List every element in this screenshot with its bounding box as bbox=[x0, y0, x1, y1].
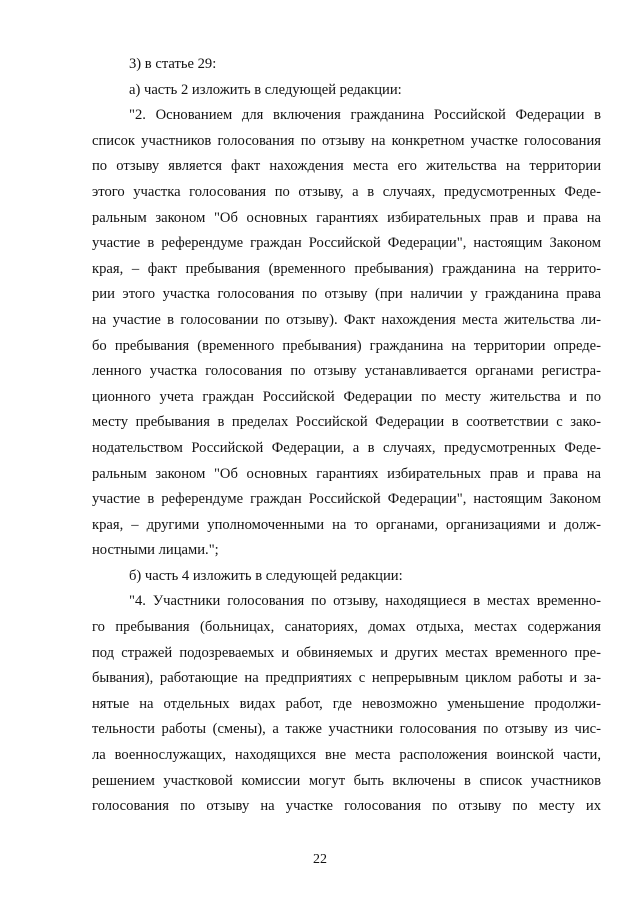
text-line: 3) в статье 29: bbox=[129, 56, 217, 72]
text-line: ционного учета граждан Российской Федерации по месту жительства и по bbox=[92, 388, 601, 405]
text-line: б) часть 4 изложить в следующей редакции: bbox=[129, 567, 403, 584]
text-line: ла военнослужащих, находящихся вне места расположения воинской части, bbox=[92, 747, 601, 764]
text-line: нодательством Российской Федерации, а в случаях, предусмотренных Феде- bbox=[92, 439, 601, 456]
text-line: на участие в голосовании по отзыву). Факт нахождения места жительства ли- bbox=[92, 311, 601, 328]
text-line: а) часть 2 изложить в следующей редакции: bbox=[129, 81, 402, 98]
text-line: под стражей подозреваемых и обвиняемых и других местах временного пре- bbox=[92, 644, 601, 661]
text-line: список участников голосования по отзыву на конкретном участке голосования bbox=[92, 132, 601, 149]
text-line: ральным законом "Об основных гарантиях избирательных прав и права на bbox=[92, 465, 601, 482]
text-line: ральным законом "Об основных гарантиях избирательных прав и права на bbox=[92, 209, 601, 226]
text-line: нятые на отдельных видах работ, где невозможно уменьшение продолжи- bbox=[92, 695, 601, 712]
text-line: бо пребывания (временного пребывания) гражданина на территории опреде- bbox=[92, 337, 601, 354]
text-line: голосования по отзыву на участке голосования по отзыву по месту их bbox=[92, 798, 601, 815]
text-line: решением участковой комиссии могут быть включены в список участников bbox=[92, 772, 601, 789]
text-line: "4. Участники голосования по отзыву, находящиеся в местах временно- bbox=[129, 593, 601, 610]
text-line: го пребывания (больницах, санаториях, домах отдыха, местах содержания bbox=[92, 619, 601, 636]
text-line: ленного участка голосования по отзыву устанавливается органами регистра- bbox=[92, 363, 601, 380]
text-line: участие в референдуме граждан Российской Федерации", настоящим Законом bbox=[92, 491, 601, 508]
text-line: по отзыву является факт нахождения места его жительства на территории bbox=[92, 158, 601, 175]
text-line: рии этого участка голосования по отзыву (при наличии у гражданина права bbox=[92, 286, 601, 303]
document-body bbox=[92, 52, 601, 820]
page-number: 22 bbox=[313, 852, 327, 867]
text-line: "2. Основанием для включения гражданина Российской Федерации в bbox=[129, 107, 601, 124]
text-line: края, – другими уполномоченными на то органами, организациями и долж- bbox=[92, 516, 601, 533]
text-line: этого участка голосования по отзыву, а в случаях, предусмотренных Феде- bbox=[92, 183, 601, 200]
text-line: края, – факт пребывания (временного пребывания) гражданина на террито- bbox=[92, 260, 601, 277]
text-line: месту пребывания в пределах Российской Федерации в соответствии с зако- bbox=[92, 414, 601, 431]
text-line: тельности работы (смены), а также участники голосования по отзыву из чис- bbox=[92, 721, 601, 738]
text-line: участие в референдуме граждан Российской Федерации", настоящим Законом bbox=[92, 235, 601, 252]
text-line: бывания), работающие на предприятиях с непрерывным циклом работы и за- bbox=[92, 670, 601, 687]
text-line: ностными лицами."; bbox=[92, 542, 219, 559]
